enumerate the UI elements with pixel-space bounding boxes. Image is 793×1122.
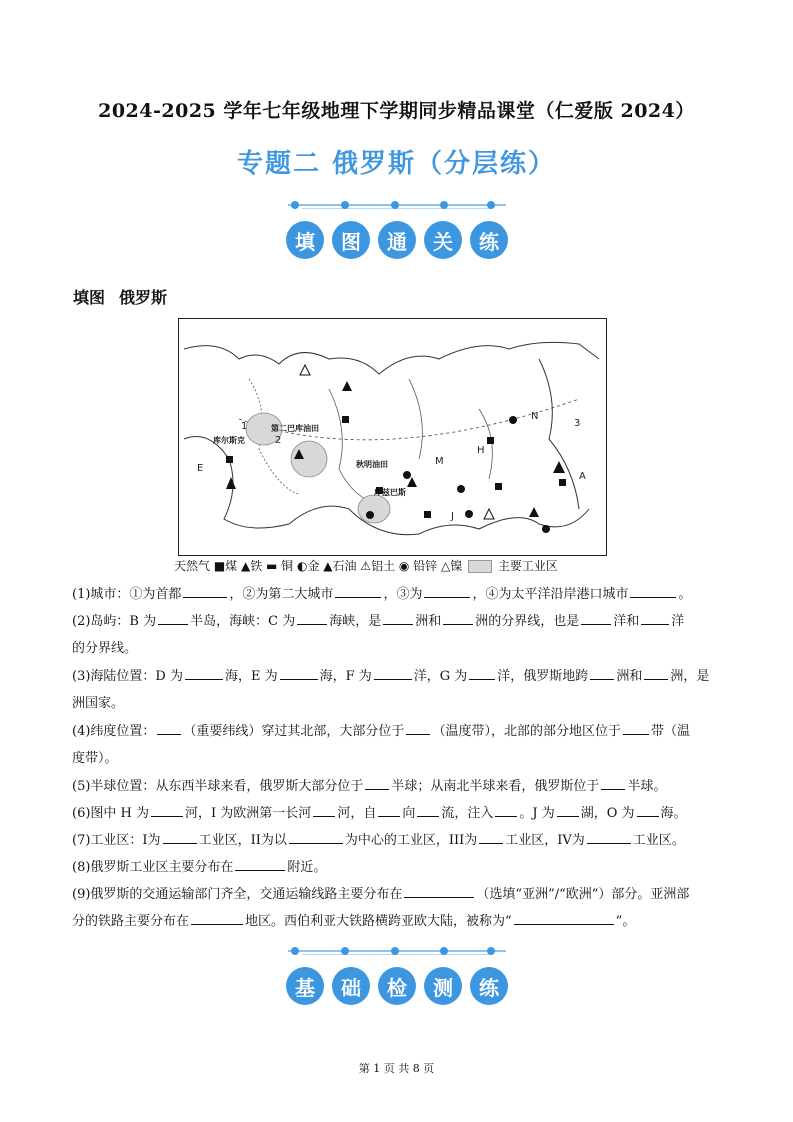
q3-blank-3[interactable] — [374, 664, 412, 680]
map-letter-three: 3 — [574, 418, 581, 429]
q9-blank-1[interactable] — [404, 882, 474, 898]
q6-text: 。J 为 — [519, 806, 555, 821]
q8-blank-1[interactable] — [235, 855, 285, 871]
question-8 — [72, 854, 724, 881]
q7-blank-4[interactable] — [587, 828, 631, 844]
document-subtitle: 专题二 俄罗斯（分层练） — [236, 149, 557, 179]
q2-text: (2)岛屿：B 为 — [72, 614, 157, 629]
map-label-tyumen: 秋明油田 — [356, 460, 388, 469]
q3-text: (3)海陆位置：D 为 — [72, 669, 183, 684]
map-label-kursk: 库尔斯克 — [213, 436, 245, 445]
question-5 — [72, 773, 724, 800]
q7-text: (7)工业区：I为 — [72, 833, 161, 848]
q4-text: 带（温 — [650, 724, 690, 739]
question-9 — [72, 881, 724, 935]
q2-text: 海峡，是 — [329, 614, 382, 629]
russia-map — [178, 318, 607, 556]
q6-text: 流，注入 — [441, 806, 494, 821]
banner-char: 填 — [286, 221, 324, 259]
q4-blank-2[interactable] — [406, 719, 430, 735]
q3-text: 洋，俄罗斯地跨 — [497, 669, 589, 684]
q1-text: ，④为太平洋沿岸港口城市 — [472, 587, 629, 602]
q5-text: 半球；从南北半球来看，俄罗斯位于 — [391, 779, 600, 794]
q7-text: 为中心的工业区，III为 — [344, 833, 478, 848]
q6-blank-1[interactable] — [151, 801, 183, 817]
map-letter-m: M — [435, 456, 444, 467]
q4-text-line2: 度带）。 — [72, 751, 118, 766]
q4-blank-3[interactable] — [623, 719, 649, 735]
banner-char: 础 — [332, 967, 370, 1005]
map-letter-a: A — [579, 471, 586, 482]
q5-blank-2[interactable] — [601, 774, 625, 790]
q9-text: （选填“亚洲”/“欧洲”）部分。亚洲部 — [476, 887, 690, 902]
map-label-second-baku: 第二巴库油田 — [271, 424, 319, 433]
question-4 — [72, 718, 724, 772]
q6-blank-7[interactable] — [637, 801, 659, 817]
q4-text: （温度带），北部的部分地区位于 — [432, 724, 621, 739]
q1-blank-4[interactable] — [630, 582, 676, 598]
russia-map-drawing — [179, 319, 606, 555]
legend-industrial-swatch — [468, 560, 492, 573]
q5-blank-1[interactable] — [365, 774, 389, 790]
q6-blank-4[interactable] — [417, 801, 439, 817]
question-7 — [72, 827, 724, 854]
banner-char: 关 — [424, 221, 462, 259]
q2-blank-1[interactable] — [158, 609, 188, 625]
legend-industrial-label: 主要工业区 — [497, 559, 558, 573]
banner-char: 练 — [470, 967, 508, 1005]
banner-char: 通 — [378, 221, 416, 259]
section-banner-basic-test — [282, 947, 512, 1017]
question-6 — [72, 800, 724, 827]
banner-char: 练 — [470, 221, 508, 259]
q5-text: (5)半球位置：从东西半球来看，俄罗斯大部分位于 — [72, 779, 364, 794]
q1-blank-3[interactable] — [424, 582, 470, 598]
q2-blank-6[interactable] — [641, 609, 669, 625]
q1-blank-2[interactable] — [335, 582, 381, 598]
q7-blank-2[interactable] — [289, 828, 343, 844]
q1-text: 。 — [678, 587, 692, 602]
document-title: 2024-2025 学年七年级地理下学期同步精品课堂（仁爱版 2024） — [98, 100, 695, 122]
section-banner-fill-map — [282, 201, 512, 271]
banner-char: 测 — [424, 967, 462, 1005]
q6-text: 海。 — [660, 806, 687, 821]
q3-blank-2[interactable] — [280, 664, 318, 680]
q1-text: ，②为第二大城市 — [229, 587, 334, 602]
q9-text-line2: 地区。西伯利亚大铁路横跨亚欧大陆，被称为“ — [245, 914, 512, 929]
q3-text: 海，E 为 — [224, 669, 278, 684]
q6-text: 河，自 — [337, 806, 377, 821]
q3-text: 洲和 — [616, 669, 643, 684]
q7-text: 工业区，II为以 — [198, 833, 287, 848]
q7-text: 工业区。 — [632, 833, 685, 848]
q9-text: (9)俄罗斯的交通运输部门齐全，交通运输线路主要分布在 — [72, 887, 403, 902]
q6-blank-6[interactable] — [557, 801, 579, 817]
q3-text: 洲，是 — [670, 669, 710, 684]
map-legend — [174, 557, 624, 574]
q3-blank-4[interactable] — [469, 664, 495, 680]
q2-blank-3[interactable] — [383, 609, 413, 625]
legend-items: 天然气 ■煤 ▲铁 ▬ 铜 ◐金 ▲石油 ⚠铝土 ◉ 铅锌 △镍 — [174, 559, 463, 573]
q3-text-line2: 洲国家。 — [72, 696, 125, 711]
q2-text: 洲和 — [415, 614, 442, 629]
q9-blank-2[interactable] — [191, 909, 243, 925]
q8-text: 附近。 — [287, 860, 327, 875]
q2-blank-4[interactable] — [443, 609, 473, 625]
q6-text: 向 — [402, 806, 416, 821]
map-letter-h: H — [477, 445, 485, 456]
map-letter-e: E — [197, 463, 204, 474]
q2-blank-2[interactable] — [297, 609, 327, 625]
q6-text: (6)图中 H 为 — [72, 806, 150, 821]
banner-char: 检 — [378, 967, 416, 1005]
q8-text: (8)俄罗斯工业区主要分布在 — [72, 860, 234, 875]
q6-blank-5[interactable] — [495, 801, 517, 817]
q4-text: (4)纬度位置： — [72, 724, 156, 739]
q1-text: ，③为 — [383, 587, 423, 602]
q2-blank-5[interactable] — [581, 609, 611, 625]
q6-text: 湖，O 为 — [580, 806, 635, 821]
q1-text: (1)城市：①为首都 — [72, 587, 182, 602]
section-label-russia: 俄罗斯 — [119, 288, 168, 307]
q9-blank-3[interactable] — [514, 909, 614, 925]
banner-char: 基 — [286, 967, 324, 1005]
q2-text: 洲的分界线，也是 — [475, 614, 580, 629]
q6-text: 河，I 为欧洲第一长河 — [185, 806, 312, 821]
section-heading — [73, 285, 167, 308]
banner-char: 图 — [332, 221, 370, 259]
q7-text: 工业区，IV为 — [505, 833, 585, 848]
q3-blank-6[interactable] — [644, 664, 668, 680]
q2-text-line2: 的分界线。 — [72, 641, 138, 656]
map-letter-n: N — [531, 411, 539, 422]
section-label-fill: 填图 — [73, 288, 106, 307]
map-letter-j: J — [451, 511, 454, 522]
q9-text-line2: ”。 — [615, 914, 636, 929]
q7-blank-1[interactable] — [163, 828, 197, 844]
q5-text: 半球。 — [627, 779, 667, 794]
question-3 — [72, 663, 724, 717]
map-letter-two: 2 — [275, 435, 282, 446]
question-1 — [72, 581, 724, 608]
q2-text: 半岛，海峡：C 为 — [190, 614, 296, 629]
map-label-kuzbass: 库兹巴斯 — [374, 488, 406, 497]
q2-text: 洋 — [671, 614, 685, 629]
q4-text: （重要纬线）穿过其北部，大部分位于 — [183, 724, 405, 739]
q2-text: 洋和 — [613, 614, 640, 629]
q3-text: 洋，G 为 — [413, 669, 468, 684]
page-footer: 第 1 页 共 8 页 — [358, 1062, 435, 1075]
q3-blank-5[interactable] — [590, 664, 614, 680]
map-letter-one: 1 — [241, 421, 248, 432]
q4-blank-1[interactable] — [157, 719, 181, 735]
q6-blank-2[interactable] — [313, 801, 335, 817]
q3-text: 海，F 为 — [319, 669, 372, 684]
q9-text-line2: 分的铁路主要分布在 — [72, 914, 190, 929]
question-2 — [72, 608, 724, 662]
q7-blank-3[interactable] — [479, 828, 503, 844]
q6-blank-3[interactable] — [378, 801, 400, 817]
q1-blank-1[interactable] — [183, 582, 227, 598]
q3-blank-1[interactable] — [185, 664, 223, 680]
